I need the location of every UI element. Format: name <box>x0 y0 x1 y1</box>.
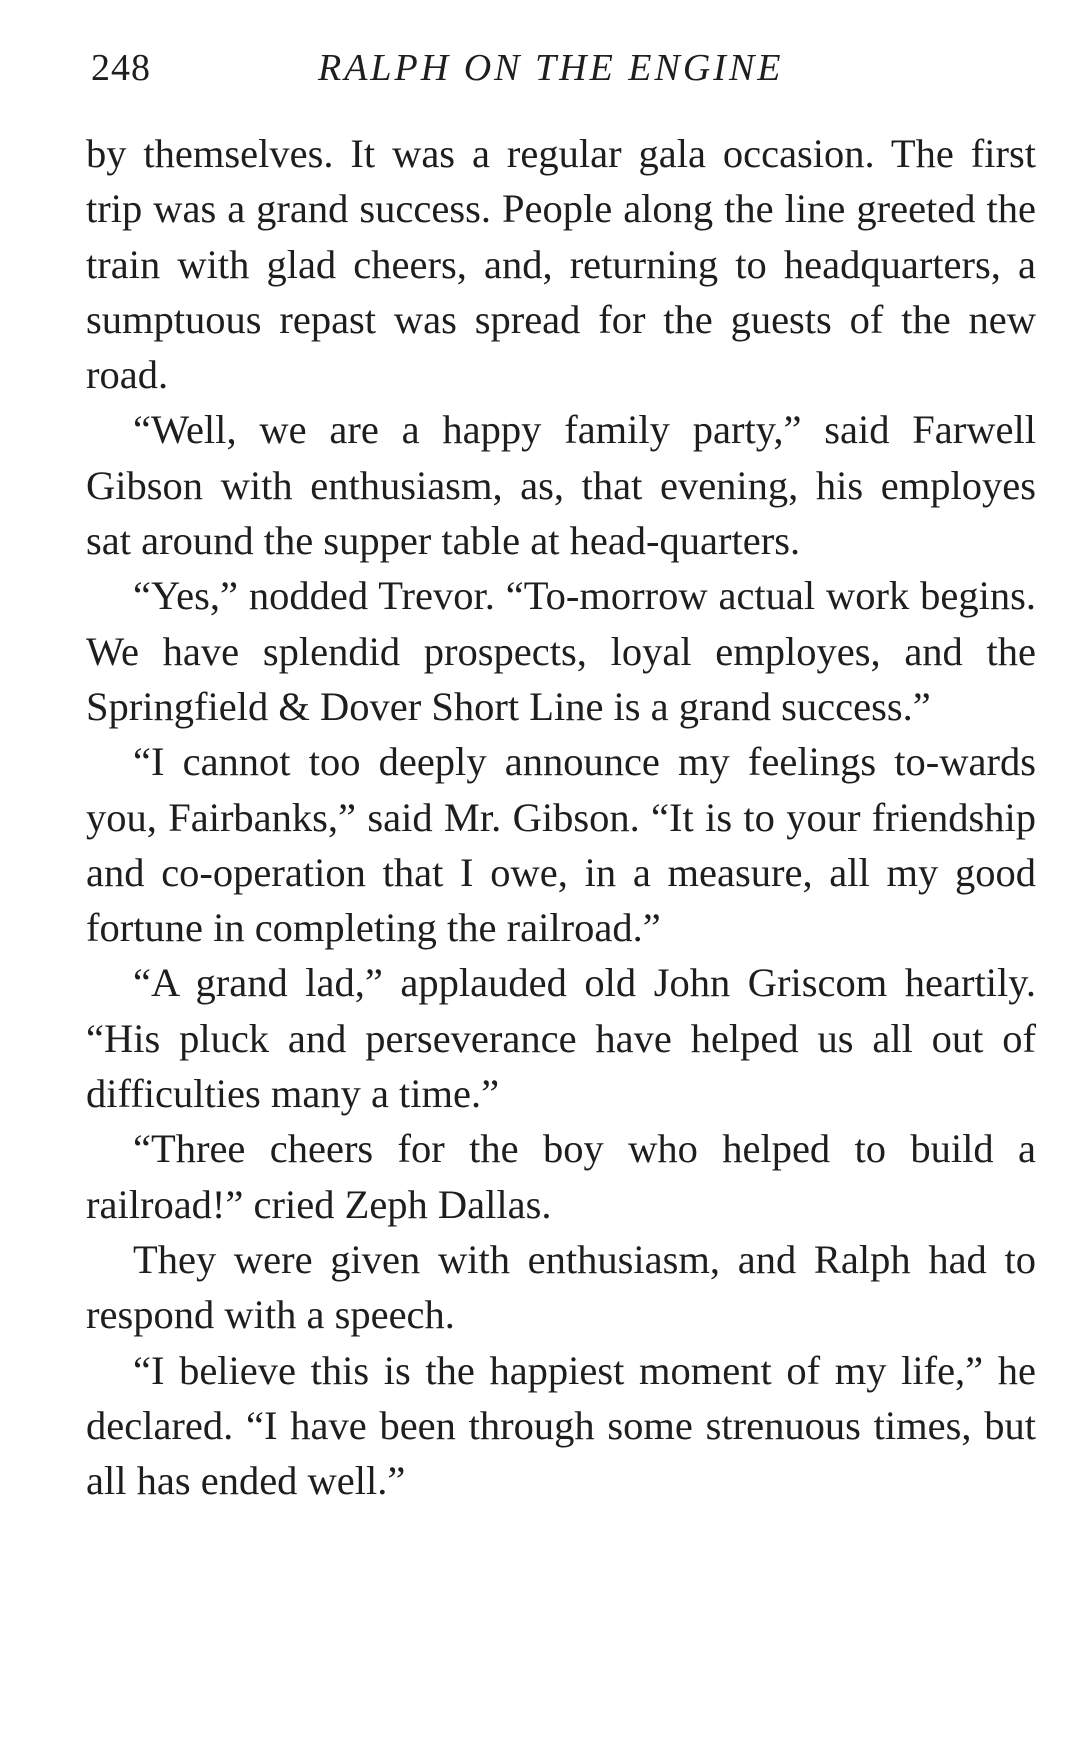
paragraph-2: “Well, we are a happy family party,” said Farwell Gibson with enthusiasm, as, that evening, his employes sat around the supper table at head-quarters. <box>86 407 1036 564</box>
paragraph-8: “I believe this is the happiest moment of my life,” he declared. “I have been through some strenuous times, but all has ended well.” <box>86 1347 1036 1504</box>
paragraph-6: “Three cheers for the boy who helped to build a railroad!” cried Zeph Dallas. <box>86 1126 1036 1227</box>
paragraph-4: “I cannot too deeply announce my feelings to-wards you, Fairbanks,” said Mr. Gibson. “It is to your friendship and co-operation that I owe, in a measure, all my good fortune in completing the railroad.” <box>86 739 1036 951</box>
running-title: RALPH ON THE ENGINE <box>318 47 784 89</box>
paragraph-1: by themselves. It was a regular gala occasion. The first trip was a grand success. People along the line greeted the train with glad cheers, and, returning to headquarters, a sumptuous repast was spread for the guests of the new road. <box>86 131 1036 398</box>
page-number: 248 <box>91 47 151 89</box>
paragraph-7: They were given with enthusiasm, and Ralph had to respond with a speech. <box>86 1236 1036 1338</box>
body-text <box>86 126 1036 1508</box>
paragraph-5: “A grand lad,” applauded old John Griscom heartily. “His pluck and perseverance have helped us all out of difficulties many a time.” <box>86 960 1036 1117</box>
running-head <box>86 40 1046 90</box>
paragraph-3: “Yes,” nodded Trevor. “To-morrow actual work begins. We have splendid prospects, loyal employes, and the Springfield & Dover Short Line is a grand success.” <box>86 573 1036 729</box>
